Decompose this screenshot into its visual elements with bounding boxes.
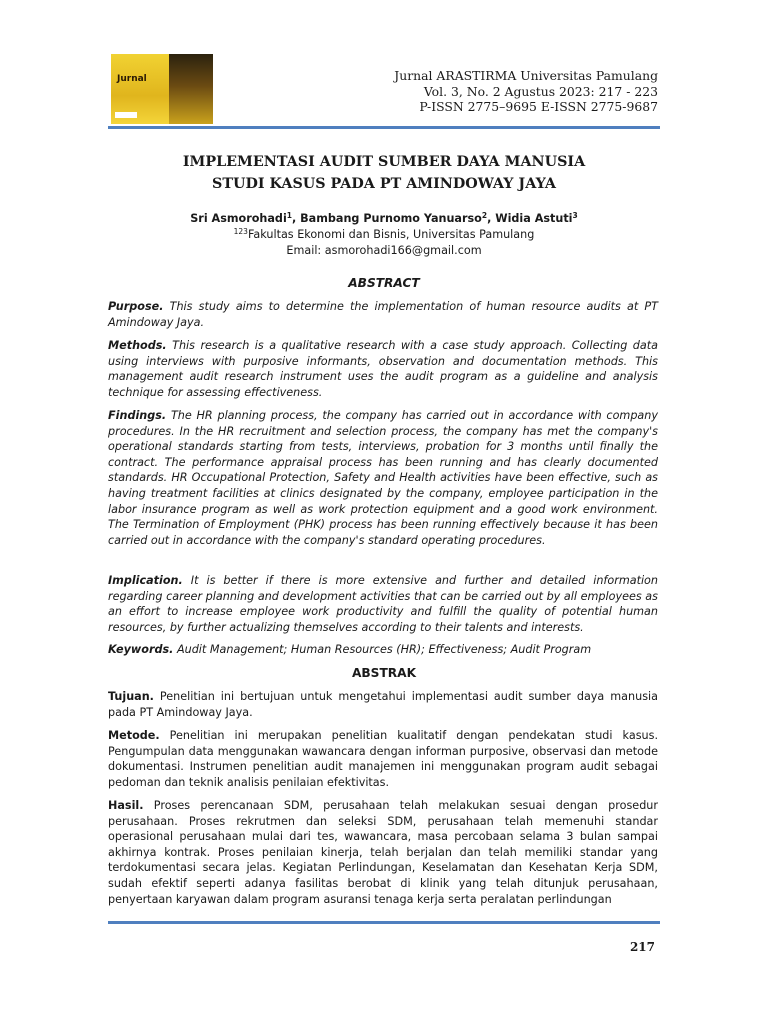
journal-issn: P-ISSN 2775–9695 E-ISSN 2775-9687 [419,99,658,114]
cover-dark-band [169,54,213,124]
abstrak-tujuan: Tujuan. Penelitian ini bertujuan untuk mengetahui implementasi audit sumber daya manusia pada PT Amindoway Jaya. [108,690,658,719]
abstrak-hasil: Hasil. Proses perencanaan SDM, perusahaan telah melakukan sesuai dengan prosedur perusahaan. Proses rekrutmen dan seleksi SDM, perusahaan telah memenuhi standar operasional perusahaan mulai dari tes, wawancara, masa percobaan selama 3 bulan sampai akhirnya kontrak. Proses penilaian kinerja, telah berjalan dan telah memiliki standar yang terdokumentasi secara jelas. Kegiatan Perlindungan, Keselamatan dan Kesehatan Kerja SDM, sudah efektif seperti adanya fasilitas berobat di klinik yang telah ditunjuk perusahaan, penyertaan karyawan dalam program asuransi tenaga kerja serta peralatan perlindungan [108,799,658,906]
author-3-sup: 3 [572,211,578,220]
abstrak-heading: ABSTRAK [351,666,417,680]
metode-label: Metode. [108,729,160,742]
methods-label: Methods. [108,339,167,352]
purpose-label: Purpose. [108,300,164,313]
author-2: Bambang Purnomo Yanuarso [300,212,482,225]
footer-rule [108,921,660,924]
hasil-label: Hasil. [108,799,144,812]
author-email: Email: asmorohadi166@gmail.com [286,244,482,257]
paper-title [108,152,660,195]
author-names: Sri Asmorohadi$^1$, Bambang Purnomo Yanuarso$^2$, Widia Astuti$^3$ [190,211,578,225]
journal-name: Jurnal ARASTIRMA Universitas Pamulang [394,68,658,83]
cover-label: Jurnal [117,74,147,84]
journal-volume: Vol. 3, No. 2 Agustus 2023: 217 - 223 [423,83,658,99]
abstract-methods: Methods. This research is a qualitative research with a case study approach. Collecting data using interviews with purposive informants, observation and documentation methods. This management audit research instrument uses the audit program as a guideline and analysis technique for assessing effectiveness. [108,339,658,399]
abstract-keywords: Keywords. Audit Management; Human Resources (HR); Effectiveness; Audit Program [108,643,592,656]
abstract-purpose: Purpose. This study aims to determine the implementation of human resource audits at PT Amindoway Jaya. [108,300,658,329]
author-1: Sri Asmorohadi [190,212,287,225]
journal-info [394,68,658,115]
abstract-heading: ABSTRACT [348,276,420,290]
author-2-sup: 2 [481,211,488,220]
journal-cover-image [111,54,213,124]
author-1-sup: 1 [286,211,292,220]
header-rule [108,126,660,129]
title-line-1: IMPLEMENTASI AUDIT SUMBER DAYA MANUSIA [182,154,586,170]
author-3: Widia Astuti [495,212,573,225]
implication-label: Implication. [108,574,183,587]
page-number: 217 [629,940,655,954]
abstract-findings: Findings. The HR planning process, the company has carried out in accordance with company procedures. In the HR recruitment and selection process, the company has met the company's operational standards starting from tests, interviews, probation for 3 months until finally the contract. The performance appraisal process has been running and has clearly documented standards. HR Occupational Protection, Safety and Health activities have been effective, such as having treatment facilities at clinics designated by the company, employee participation in the labor insurance program as well as work protection equipment and a good work environment. The Termination of Employment (PHK) process has been running effectively because it has been carried out in accordance with the company's standard operating procedures. [108,409,658,547]
keywords-label: Keywords. [108,643,174,656]
tujuan-label: Tujuan. [108,690,154,703]
author-block [108,211,660,259]
title-line-2: STUDI KASUS PADA PT AMINDOWAY JAYA [212,175,556,192]
affiliation: $^{123}$Fakultas Ekonomi dan Bisnis, Universitas Pamulang [233,227,535,241]
abstract-implication: Implication. It is better if there is more extensive and further and detailed information regarding career planning and development activities that can be carried out by all employees as an effort to increase employee work productivity and fulfill the quality of potential human resources, by further actualizing themselves according to their talents and interests. [108,574,658,634]
findings-label: Findings. [108,409,167,422]
cover-barcode [115,112,137,118]
abstrak-metode: Metode. Penelitian ini merupakan penelitian kualitatif dengan pendekatan studi kasus. Pengumpulan data menggunakan wawancara dengan informan purposive, observasi dan metode dokumentasi. Instrumen penelitian audit manajemen ini menggunakan program audit sebagai pedoman dan teknik analisis penilaian efektivitas. [108,729,658,789]
affiliation-sup: 123 [233,227,248,236]
